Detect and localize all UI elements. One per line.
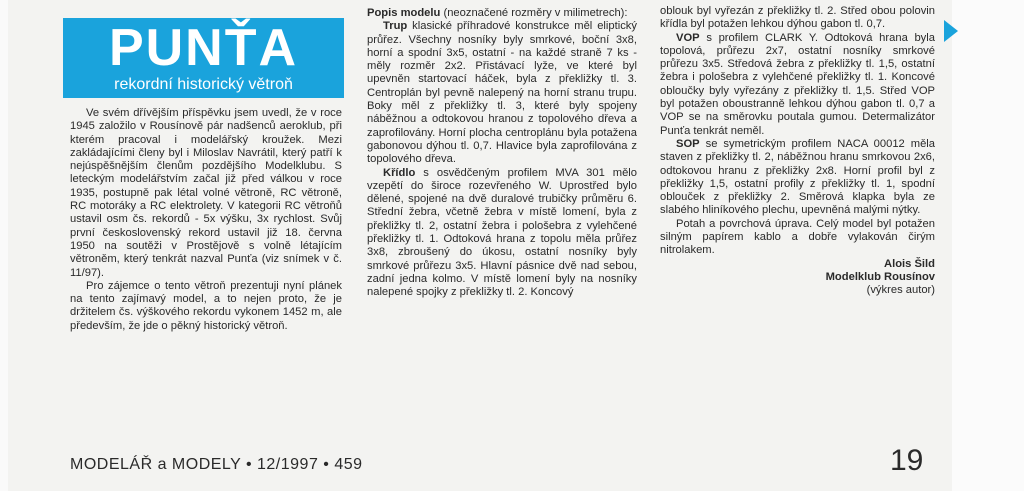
fuselage-label: Trup: [383, 20, 408, 33]
intro-paragraph: Ve svém dřívějším příspěvku jsem uvedl, že v roce 1945 založilo v Rousínově pár nadšenců aeroklub, při kterém pracoval i modelářský kroužek. Mezi zakládajícími členy byl i Miloslav Navrátil, který patří k nejúspěšnějším členům pozdějšího Modelklubu. S leteckým modelářstvím začal již před válkou v roce 1935, postupně pak létal volné větroně, RC větroně, RC motoráky a RC elektrolety. V kategorii RC větroňů ustavil osm čs. rekordů - 5x výšku, 3x rychlost. Svůj první československý rekord ustavil již 18. června 1950 na soutěži v Prostějově s volně létajícím větroněm, který tenkrát nazval Punťa (viz snímek v č. 11/97).: [70, 107, 342, 279]
article-title: PUNŤA: [108, 19, 299, 77]
heading-rest: (neoznačené rozměry v milimetrech):: [440, 7, 628, 19]
right-margin: [952, 0, 1024, 491]
column-2: [367, 7, 637, 300]
model-description-heading: [367, 7, 637, 20]
continue-arrow-icon: [944, 20, 958, 42]
page-number: 19: [890, 444, 924, 477]
magazine-footer: MODELÁŘ a MODELY • 12/1997 • 459: [70, 456, 363, 473]
column-3: [660, 5, 935, 298]
fuselage-paragraph: [367, 20, 637, 166]
column-1: [70, 107, 342, 333]
intro-paragraph-2: Pro zájemce o tento větroň prezentuji nyní plánek na tento zajímavý model, a to nejen proto, že je držitelem čs. výškového rekordu vykonem 1452 m, ale především, že jde o pěkný historický větroň.: [70, 279, 342, 332]
vop-paragraph: [660, 32, 935, 138]
finish-paragraph: Potah a povrchová úprava. Celý model byl potažen silným papírem kablo a dobře vylakován čirým nitrolakem.: [660, 217, 935, 257]
left-margin: [0, 0, 8, 491]
wing-text: s osvědčeným profilem MVA 301 mělo vzepětí do široce rozevřeného W. Uprostřed bylo dělené, spojené na dvě duralové trubičky průměru 6. Střední žebra, včetně žebra v místě lomení, byla z překližky tl. 2, ostatní žebra i pološebra z vylehčené překližky tl. 1. Odtoková hrana z topolu měla průřez 3x8, zbroušený do úkosu, ostatní nosníky byly smrkové průřezu 3x5. Hlavní pásnice dvě nad sebou, zadní jedna kolmo. V místě lomení byly na nosníky nalepené spojky z překližky tl. 2. Koncový: [367, 166, 637, 299]
wing-label: Křídlo: [383, 166, 416, 179]
sop-text: se symetrickým profilem NACA 00012 měla staven z překližky tl. 2, náběžnou hranu smrkovou 2x6, odtokovou hranu z překližky 2x8. Horní profil byl z překližky 1,5, ostatní profily z překližky tl. 1, spodní oblouček z překližky 2. Směrová klapka byla ze slabého hliníkového plechu, upevněná malými nýtky.: [660, 137, 935, 217]
fuselage-text: klasické příhradové konstrukce měl eliptický průřez. Všechny nosníky byly smrkové, boční 3x8, horní a spodní 3x5, ostatní - na každé straně 7 ks - měly rozměr 2x2. Přistávací lyže, ve které byl upevněn startovací háček, byla z překližky tl. 3. Centroplán byl pevně nalepený na horní stranu trupu. Boky měl z překližky tl. 3, které byly spojeny náběžnou a odtokovou hranou z topolového dřeva a zaprofilovány. Horní plocha centroplánu byla potažena gabonovou dýhou tl. 0,7. Hlavice byla zaprofilována z topolového dřeva.: [367, 20, 637, 166]
author-club: Modelklub Rousínov: [825, 270, 935, 283]
vop-text: s profilem CLARK Y. Odtoková hrana byla topolová, průřezu 2x7, ostatní nosníky smrkové průřezu 3x5. Středová žebra z překližky tl. 1,5, ostatní žebra i pološebra z vylehčené překližky tl. 1. Koncové obloučky byly vyřezány z překližky tl. 1,5. Střed VOP byl potažen oboustranně lehkou dýhou gabon tl. 0,7 a VOP se na směrovku poutala gumou. Determalizátor Punťa tenkrát neměl.: [660, 31, 935, 137]
author-name: Alois Šild: [884, 257, 935, 270]
sop-paragraph: [660, 138, 935, 218]
title-banner: [63, 18, 344, 98]
article-subtitle: rekordní historický větroň: [114, 76, 293, 93]
wing-paragraph: [367, 167, 637, 300]
heading-bold: Popis modelu: [367, 7, 441, 19]
sop-label: SOP: [676, 137, 700, 150]
vop-label: VOP: [676, 31, 700, 44]
wing-continuation: oblouk byl vyřezán z překližky tl. 2. Střed obou polovin křídla byl potažen lehkou dýhou gabon tl. 0,7.: [660, 5, 935, 31]
author-role: (výkres autor): [866, 284, 935, 297]
